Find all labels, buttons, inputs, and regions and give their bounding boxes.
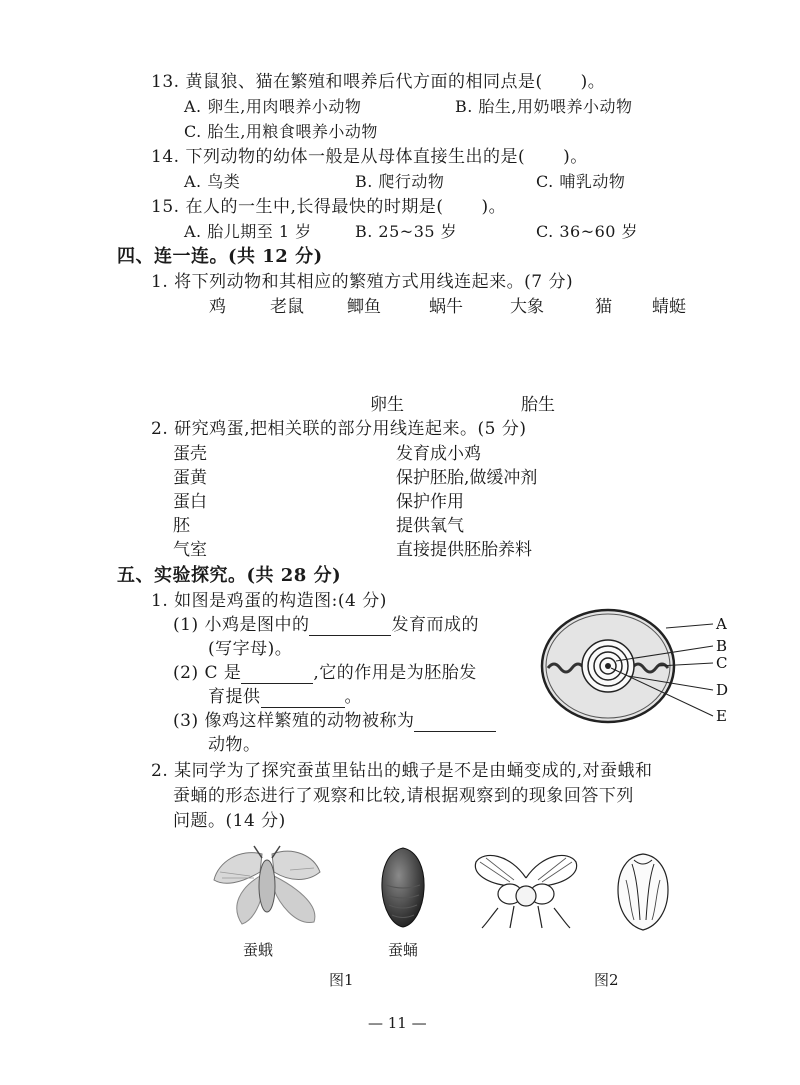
animal-mouse[interactable]: 老鼠 [270,297,304,317]
antenna-branches [480,858,572,882]
sec5-q1-sub1 [173,614,479,636]
q15-option-c: C. 36~60 岁 [536,222,639,241]
caption-figure-1: 图1 [329,971,354,989]
sub1-text-a: (1) 小鸡是图中的 [173,615,310,635]
egg-structure-diagram [536,606,736,730]
page-number: — 11 — [368,1014,427,1032]
antenna-left [475,855,526,886]
sub1-text-b: 发育而成的 [391,615,479,635]
sub2-text-c: 育提供 [208,687,261,707]
caption-pupa: 蚕蛹 [388,941,419,959]
animal-snail[interactable]: 蜗牛 [429,297,463,317]
q15-stem [151,196,506,218]
q13-stem-text: 13. 黄鼠狼、猫在繁殖和喂养后代方面的相同点是( [151,72,543,92]
egg-part-white[interactable]: 蛋白 [173,492,207,512]
function-protect[interactable]: 保护作用 [396,492,464,512]
egg-label-b: B [716,637,728,655]
q13-option-c: C. 胎生,用粮食喂养小动物 [184,122,378,141]
mode-viviparous[interactable]: 胎生 [521,395,555,415]
sec5-q2-line3: 问题。(14 分) [173,811,286,831]
q14-stem [151,146,588,168]
antenna-right [526,855,577,886]
sec5-q2-line2: 蚕蛹的形态进行了观察和比较,请根据观察到的现象回答下列 [173,786,634,806]
egg-part-yolk[interactable]: 蛋黄 [173,468,207,488]
q13-stem-end: )。 [580,72,606,92]
moth-head [516,886,536,906]
animal-cat[interactable]: 猫 [595,297,612,317]
sec5-q1-sub3-cont: 动物。 [208,735,261,755]
function-nutrients[interactable]: 直接提供胚胎养料 [396,540,532,560]
mode-oviparous[interactable]: 卵生 [370,395,404,415]
function-develop-chick[interactable]: 发育成小鸡 [396,444,481,464]
sec5-q1-sub1-cont: (写字母)。 [208,639,293,659]
sec5-q1-sub2-cont [208,686,362,708]
q14-stem-end: )。 [563,147,588,167]
silkmoth-illustration [210,842,328,937]
sub2-text-d: 。 [344,687,362,707]
moth-body [259,860,275,912]
section-5-title: 五、实验探究。(共 28 分) [117,565,342,586]
animal-elephant[interactable]: 大象 [510,297,544,317]
sub3-text-a: (3) 像鸡这样繁殖的动物被称为 [173,711,415,731]
animal-crucian-carp[interactable]: 鲫鱼 [347,297,381,317]
sub2-blank-1[interactable] [241,665,313,684]
sec5-q1-sub2 [173,662,477,684]
pupa-head-diagram [612,850,674,932]
section-4-title: 四、连一连。(共 12 分) [117,246,323,267]
sub2-text-b: ,它的作用是为胚胎发 [313,663,477,683]
q15-stem-end: )。 [481,197,507,217]
sec4-q1: 1. 将下列动物和其相应的繁殖方式用线连起来。(7 分) [151,272,574,292]
sec5-q1: 1. 如图是鸡蛋的构造图:(4 分) [151,591,387,611]
q15-stem-text: 15. 在人的一生中,长得最快的时期是( [151,197,444,217]
animal-chicken[interactable]: 鸡 [209,297,226,317]
q14-option-c: C. 哺乳动物 [536,172,626,191]
q13-option-a: A. 卵生,用肉喂养小动物 [184,97,362,116]
sec5-q1-sub3 [173,710,496,732]
q14-option-a: A. 鸟类 [184,172,241,191]
moth-legs [482,906,570,928]
caption-silkmoth: 蚕蛾 [243,941,274,959]
moth-forewing-right [272,851,320,879]
q14-stem-text: 14. 下列动物的幼体一般是从母体直接生出的是( [151,147,526,167]
egg-label-a: A [716,615,727,633]
sub3-blank[interactable] [414,713,496,732]
sec5-q2-line1: 2. 某同学为了探究蚕茧里钻出的蛾子是不是由蛹变成的,对蚕蛾和 [151,761,653,781]
egg-part-air-cell[interactable]: 气室 [173,540,207,560]
moth-head-diagram [470,848,582,930]
sec4-q2: 2. 研究鸡蛋,把相关联的部分用线连起来。(5 分) [151,419,527,439]
function-oxygen[interactable]: 提供氧气 [396,516,464,536]
embryo-disc [605,663,611,669]
q14-option-b: B. 爬行动物 [355,172,445,191]
sub2-text-a: (2) C 是 [173,663,242,683]
animal-dragonfly[interactable]: 蜻蜓 [652,297,686,317]
egg-label-d: D [716,681,729,699]
pointer-a [666,624,713,628]
egg-part-shell[interactable]: 蛋壳 [173,444,207,464]
q13-option-b: B. 胎生,用奶喂养小动物 [455,97,633,116]
sub1-blank[interactable] [309,617,391,636]
function-protect-cushion[interactable]: 保护胚胎,做缓冲剂 [396,468,538,488]
pupa-head-outline [618,854,668,930]
silkworm-pupa-illustration [378,845,428,930]
caption-figure-2: 图2 [594,971,619,989]
sub2-blank-2[interactable] [261,689,345,708]
q15-option-b: B. 25~35 岁 [355,222,458,241]
egg-label-c: C [716,654,728,672]
q15-option-a: A. 胎儿期至 1 岁 [184,222,312,241]
moth-forewing-left [214,853,262,884]
moth-hindwing-right [272,876,315,922]
egg-label-e: E [716,707,727,725]
q13-stem [151,71,605,93]
egg-part-embryo[interactable]: 胚 [173,516,190,536]
